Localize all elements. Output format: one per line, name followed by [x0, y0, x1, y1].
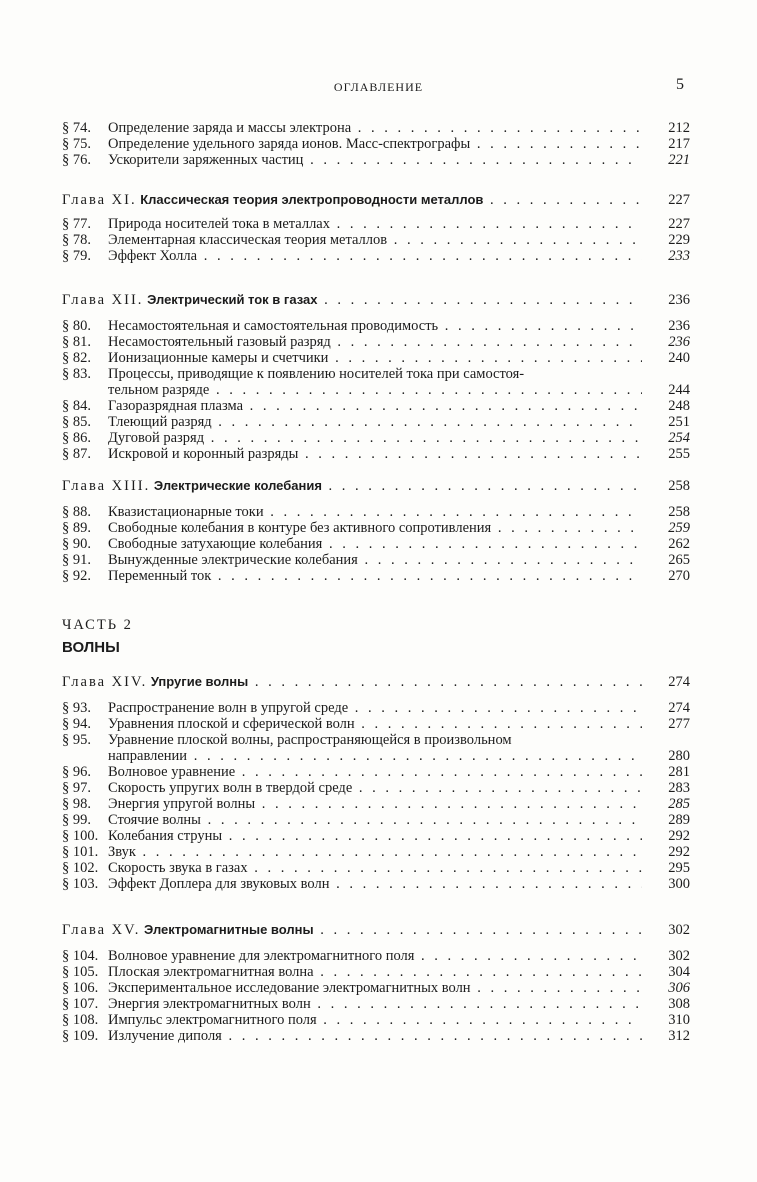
section-page: 244 [668, 382, 690, 398]
section-number: § 77. [62, 216, 91, 232]
section-number: § 78. [62, 232, 91, 248]
toc-entry [62, 120, 690, 136]
section-number: § 88. [62, 504, 91, 520]
section-page: 255 [668, 446, 690, 462]
chapter-title: Упругие волны [150, 674, 249, 689]
toc-entry [62, 430, 690, 446]
table-of-contents [62, 120, 690, 1044]
toc-entry [62, 414, 690, 430]
section-number: § 91. [62, 552, 91, 568]
chapter-heading [62, 192, 690, 208]
section-title: Импульс электромагнитного поля . . . [108, 1012, 642, 1028]
section-title-continued: направлении . . . [108, 748, 642, 764]
section-title: Энергия упругой волны . . . [108, 796, 642, 812]
section-title: Дуговой разряд . . . [108, 430, 642, 446]
section-page: 212 [668, 120, 690, 136]
toc-entry [62, 796, 690, 812]
running-title: ОГЛАВЛЕНИЕ [333, 80, 424, 94]
section-title: Звук . . . [108, 844, 642, 860]
section-page: 258 [668, 504, 690, 520]
section-page: 292 [668, 844, 690, 860]
section-number: § 86. [62, 430, 91, 446]
toc-entry [62, 996, 690, 1012]
section-page: 236 [668, 334, 690, 350]
section-title: Искровой и коронный разряды . . . [108, 446, 642, 462]
section-title: Уравнения плоской и сферической волн . . . [108, 716, 642, 732]
section-number: § 97. [62, 780, 91, 796]
chapter-heading [62, 922, 690, 938]
section-title: Несамостоятельная и самостоятельная проводимость . . . [108, 318, 642, 334]
toc-entry [62, 780, 690, 796]
section-number: § 82. [62, 350, 91, 366]
section-title: Тлеющий разряд . . . [108, 414, 642, 430]
section-page: 274 [668, 700, 690, 716]
section-title: Природа носителей тока в металлах . . . [108, 216, 642, 232]
toc-entry [62, 828, 690, 844]
chapter-label: Глава XI. [62, 192, 137, 208]
toc-entry [62, 318, 690, 334]
section-number: § 87. [62, 446, 91, 462]
part-title: ВОЛНЫ [62, 639, 120, 656]
chapter-heading [62, 478, 690, 494]
chapter-page: 258 [668, 478, 690, 494]
chapter-title: Электрические колебания [153, 478, 322, 493]
toc-entry [62, 536, 690, 552]
toc-entry [62, 446, 690, 462]
section-page: 236 [668, 318, 690, 334]
toc-entry [62, 232, 690, 248]
section-title: Определение удельного заряда ионов. Масс-спектрографы . . . [108, 136, 642, 152]
section-page: 292 [668, 828, 690, 844]
chapter-label: Глава XV. [62, 922, 141, 938]
section-page: 259 [668, 520, 690, 536]
chapter-label: Глава XII. [62, 292, 144, 308]
section-number: § 95. [62, 732, 91, 748]
section-title: Уравнение плоской волны, распространяющейся в произвольном [108, 732, 512, 748]
section-title: Свободные колебания в контуре без активного сопротивления . . . [108, 520, 642, 536]
chapter-title: Электромагнитные волны [144, 922, 314, 937]
toc-entry [62, 248, 690, 264]
section-number: § 93. [62, 700, 91, 716]
section-number: § 98. [62, 796, 91, 812]
section-number: § 96. [62, 764, 91, 780]
section-title: Скорость упругих волн в твердой среде . . . [108, 780, 642, 796]
toc-entry [62, 520, 690, 536]
toc-entry [62, 948, 690, 964]
section-page: 221 [668, 152, 690, 168]
section-page: 270 [668, 568, 690, 584]
section-title: Эффект Доплера для звуковых волн . . . [108, 876, 642, 892]
toc-entry [62, 1028, 690, 1044]
section-title: Энергия электромагнитных волн . . . [108, 996, 642, 1012]
toc-entry [62, 732, 690, 748]
toc-entry [62, 152, 690, 168]
chapter-page: 302 [668, 922, 690, 938]
section-number: § 106. [62, 980, 99, 996]
section-title: Ионизационные камеры и счетчики . . . [108, 350, 642, 366]
page-number: 5 [676, 76, 684, 93]
toc-entry-continuation [62, 748, 690, 764]
section-page: 280 [668, 748, 690, 764]
section-title: Несамостоятельный газовый разряд . . . [108, 334, 642, 350]
section-number: § 99. [62, 812, 91, 828]
section-number: § 109. [62, 1028, 99, 1044]
section-title: Элементарная классическая теория металлов . . . [108, 232, 642, 248]
section-page: 295 [668, 860, 690, 876]
chapter-label: Глава XIII. [62, 478, 151, 494]
section-page: 312 [668, 1028, 690, 1044]
toc-entry [62, 844, 690, 860]
section-page: 254 [668, 430, 690, 446]
section-title: Плоская электромагнитная волна . . . [108, 964, 642, 980]
section-number: § 90. [62, 536, 91, 552]
section-number: § 102. [62, 860, 99, 876]
section-page: 262 [668, 536, 690, 552]
section-title: Экспериментальное исследование электромагнитных волн . . . [108, 980, 642, 996]
section-title: Вынужденные электрические колебания . . . [108, 552, 642, 568]
section-page: 233 [668, 248, 690, 264]
section-title: Скорость звука в газах . . . [108, 860, 642, 876]
toc-entry [62, 366, 690, 382]
section-number: § 94. [62, 716, 91, 732]
section-number: § 107. [62, 996, 99, 1012]
section-page: 229 [668, 232, 690, 248]
chapter-heading [62, 674, 690, 690]
toc-entry [62, 568, 690, 584]
toc-entry [62, 334, 690, 350]
section-page: 217 [668, 136, 690, 152]
toc-entry [62, 216, 690, 232]
section-title: Волновое уравнение . . . [108, 764, 642, 780]
section-title: Газоразрядная плазма . . . [108, 398, 642, 414]
section-number: § 103. [62, 876, 99, 892]
section-page: 227 [668, 216, 690, 232]
section-page: 308 [668, 996, 690, 1012]
section-number: § 105. [62, 964, 99, 980]
section-number: § 104. [62, 948, 99, 964]
section-number: § 81. [62, 334, 91, 350]
section-page: 277 [668, 716, 690, 732]
toc-entry [62, 350, 690, 366]
section-title: Стоячие волны . . . [108, 812, 642, 828]
section-number: § 79. [62, 248, 91, 264]
section-title: Излучение диполя . . . [108, 1028, 642, 1044]
chapter-title: Электрический ток в газах [147, 292, 318, 307]
toc-entry [62, 860, 690, 876]
chapter-page: 227 [668, 192, 690, 208]
section-number: § 92. [62, 568, 91, 584]
section-title: Процессы, приводящие к появлению носителей тока при самостоя- [108, 366, 525, 382]
section-title: Ускорители заряженных частиц . . . [108, 152, 642, 168]
section-number: § 85. [62, 414, 91, 430]
section-number: § 75. [62, 136, 91, 152]
chapter-label: Глава XIV. [62, 674, 148, 690]
section-page: 248 [668, 398, 690, 414]
section-page: 304 [668, 964, 690, 980]
toc-entry [62, 700, 690, 716]
section-title: Переменный ток . . . [108, 568, 642, 584]
section-number: § 101. [62, 844, 99, 860]
toc-entry [62, 716, 690, 732]
section-page: 283 [668, 780, 690, 796]
toc-entry [62, 876, 690, 892]
section-number: § 74. [62, 120, 91, 136]
toc-entry [62, 398, 690, 414]
toc-entry [62, 964, 690, 980]
section-title: Эффект Холла . . . [108, 248, 642, 264]
section-page: 285 [668, 796, 690, 812]
toc-entry [62, 764, 690, 780]
section-title-continued: тельном разряде . . . [108, 382, 642, 398]
section-page: 265 [668, 552, 690, 568]
section-page: 251 [668, 414, 690, 430]
section-title: Определение заряда и массы электрона . . . [108, 120, 642, 136]
part-label: ЧАСТЬ 2 [62, 617, 133, 633]
section-page: 240 [668, 350, 690, 366]
toc-entry-continuation [62, 382, 690, 398]
toc-entry [62, 812, 690, 828]
chapter-page: 274 [668, 674, 690, 690]
section-number: § 89. [62, 520, 91, 536]
section-number: § 100. [62, 828, 99, 844]
toc-entry [62, 136, 690, 152]
chapter-title: Классическая теория электропроводности металлов [140, 192, 484, 207]
section-title: Свободные затухающие колебания . . . [108, 536, 642, 552]
toc-entry [62, 980, 690, 996]
toc-entry [62, 504, 690, 520]
section-title: Колебания струны . . . [108, 828, 642, 844]
section-page: 281 [668, 764, 690, 780]
section-number: § 76. [62, 152, 91, 168]
chapter-page: 236 [668, 292, 690, 308]
section-page: 289 [668, 812, 690, 828]
section-number: § 80. [62, 318, 91, 334]
section-number: § 83. [62, 366, 91, 382]
section-title: Квазистационарные токи . . . [108, 504, 642, 520]
section-number: § 84. [62, 398, 91, 414]
section-page: 306 [668, 980, 690, 996]
section-number: § 108. [62, 1012, 99, 1028]
toc-entry [62, 552, 690, 568]
section-title: Волновое уравнение для электромагнитного поля . . . [108, 948, 642, 964]
section-page: 302 [668, 948, 690, 964]
section-page: 300 [668, 876, 690, 892]
chapter-heading [62, 292, 690, 308]
section-page: 310 [668, 1012, 690, 1028]
section-title: Распространение волн в упругой среде . . . [108, 700, 642, 716]
toc-entry [62, 1012, 690, 1028]
